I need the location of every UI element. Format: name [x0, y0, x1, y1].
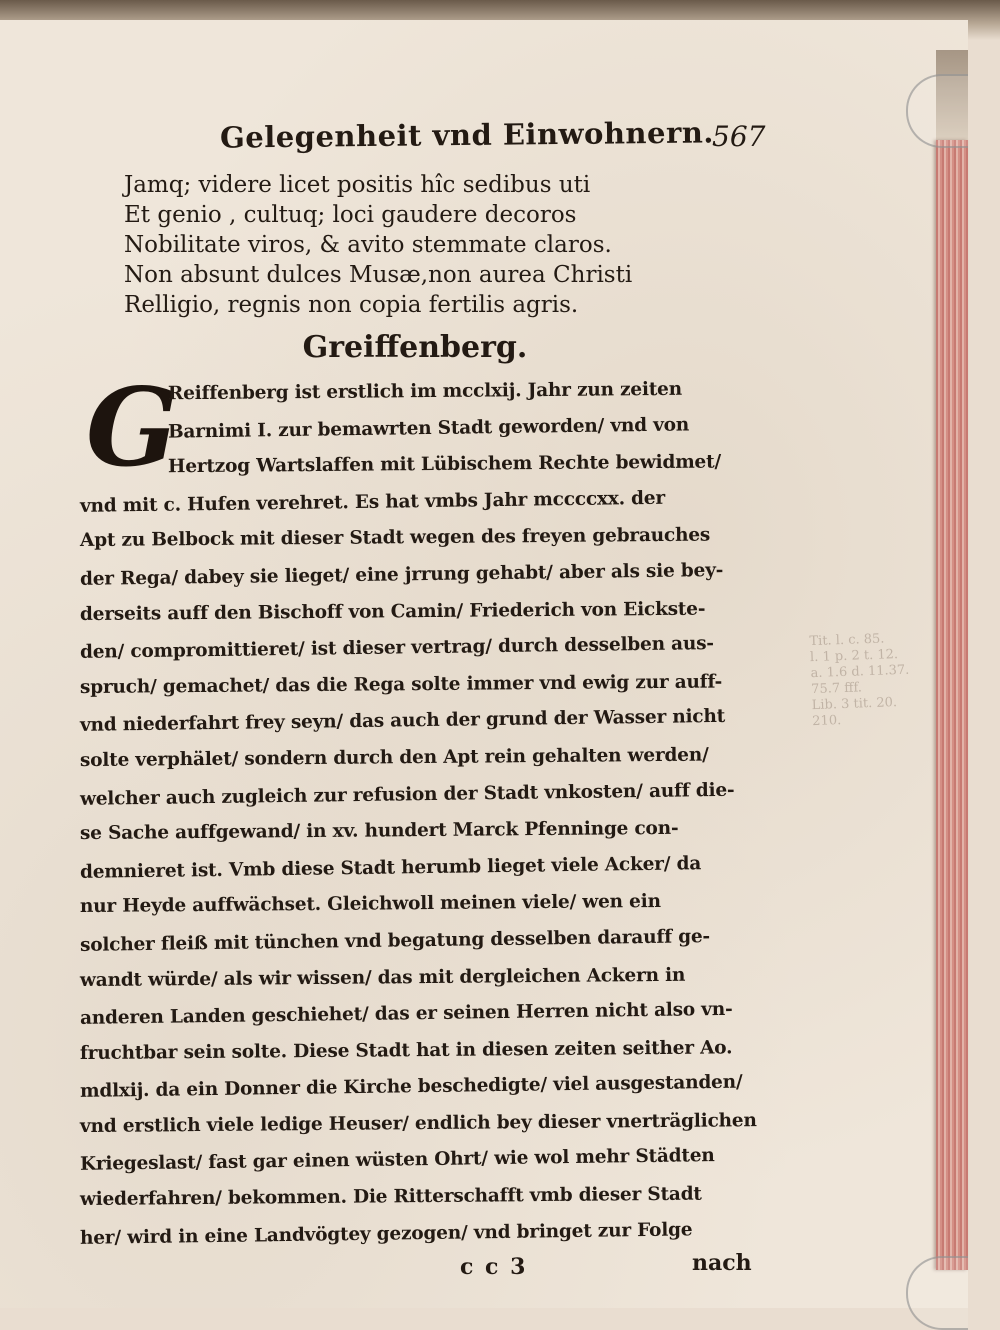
prose-line: wandt würde/ als wir wissen/ das mit dergleichen Ackern in — [79, 964, 686, 991]
page-clip-top — [906, 74, 968, 148]
prose-line: den/ compromittieret/ ist dieser vertrag/ durch desselben aus- — [79, 633, 714, 664]
prose-line: vnd mit c. Hufen verehret. Es hat vmbs Jahr mccccxx. der — [79, 487, 666, 517]
page-clip-bottom — [906, 1256, 968, 1330]
bleed-line: 75.7 fff. — [810, 680, 863, 698]
catchword: nach — [692, 1250, 752, 1277]
prose-line: solcher fleiß mit tünchen vnd begatung desselben darauff ge- — [79, 925, 711, 956]
prose-line: wiederfahren/ bekommen. Die Ritterschafft vmb dieser Stadt — [79, 1183, 702, 1211]
running-head: Gelegenheit vnd Einwohnern. — [219, 115, 715, 155]
verse-line: Et genio , cultuq; loci gaudere decoros — [124, 202, 577, 228]
prose-line: Reiffenberg ist erstlich im mcclxij. Jahr zun zeiten — [167, 378, 683, 405]
bleed-through-notes — [809, 630, 935, 794]
prose-line: Kriegeslast/ fast gar einen wüsten Ohrt/ wie wol mehr Städten — [79, 1145, 715, 1176]
prose-line: se Sache auffgewand/ in xv. hundert Marck Pfenninge con- — [79, 817, 679, 845]
page-footer — [80, 1250, 780, 1290]
prose-line: Barnimi I. zur bemawrten Stadt geworden/ vnd von — [167, 413, 690, 443]
prose-line: welcher auch zugleich zur refusion der Stadt vnkosten/ auff die- — [79, 779, 735, 810]
prose-line: vnd niederfahrt frey seyn/ das auch der grund der Wasser nicht — [79, 706, 726, 737]
prose-line: anderen Landen geschiehet/ das er seinen Herren nicht also vn- — [79, 998, 733, 1029]
prose-line: solte verphälet/ sondern durch den Apt rein gehalten werden/ — [79, 744, 709, 771]
signature-mark: c c 3 — [460, 1254, 528, 1281]
section-body — [79, 365, 780, 1252]
text-block — [79, 115, 780, 1290]
prose-line: vnd erstlich viele ledige Heuser/ endlich bey dieser vnerträglichen — [79, 1110, 757, 1137]
page-edge-red — [936, 140, 968, 1270]
latin-verse — [124, 170, 780, 320]
bleed-line: a. 1.6 d. 11.37. — [810, 662, 910, 682]
section-title: Greiffenberg. — [302, 330, 528, 365]
bleed-line: 210. — [812, 713, 842, 730]
page-header — [80, 115, 780, 170]
bleed-line: Lib. 3 tit. 20. — [811, 695, 898, 714]
prose-line: demnieret ist. Vmb diese Stadt herumb lieget viele Acker/ da — [79, 852, 702, 883]
prose-line: spruch/ gemachet/ das die Rega solte immer vnd ewig zur auff- — [79, 671, 723, 698]
verse-line: Relligio, regnis non copia fertilis agris. — [124, 292, 579, 318]
prose-line: mdlxij. da ein Donner die Kirche beschedigte/ viel ausgestanden/ — [79, 1071, 743, 1103]
prose-line: Hertzog Wartslaffen mit Lübischem Rechte bewidmet/ — [167, 451, 722, 478]
prose-line: her/ wird in eine Landvögtey gezogen/ vnd bringet zur Folge — [79, 1218, 693, 1249]
bleed-line: l. 1 p. 2 t. 12. — [809, 647, 899, 666]
prose-line: Apt zu Belbock mit dieser Stadt wegen des freyen gebrauches — [79, 524, 711, 552]
prose-line: derseits auff den Bischoff von Camin/ Friederich von Eickste- — [79, 598, 706, 625]
drop-cap-initial: G — [86, 365, 179, 491]
verse-line: Non absunt dulces Musæ,non aurea Christi — [124, 262, 633, 288]
prose-text — [79, 365, 780, 1252]
book-page — [0, 20, 968, 1308]
prose-line: nur Heyde auffwächset. Gleichwoll meinen viele/ wen ein — [79, 891, 661, 918]
page-number: 567 — [712, 120, 766, 153]
verse-line: Jamq; videre licet positis hîc sedibus uti — [124, 172, 591, 198]
prose-line: der Rega/ dabey sie lieget/ eine jrrung gehabt/ aber als sie bey- — [79, 559, 724, 590]
verse-line: Nobilitate viros, & avito stemmate claros. — [124, 232, 612, 258]
bleed-line: Tit. l. c. 85. — [809, 631, 885, 650]
prose-line: fruchtbar sein solte. Diese Stadt hat in diesen zeiten seither Ao. — [79, 1037, 733, 1064]
